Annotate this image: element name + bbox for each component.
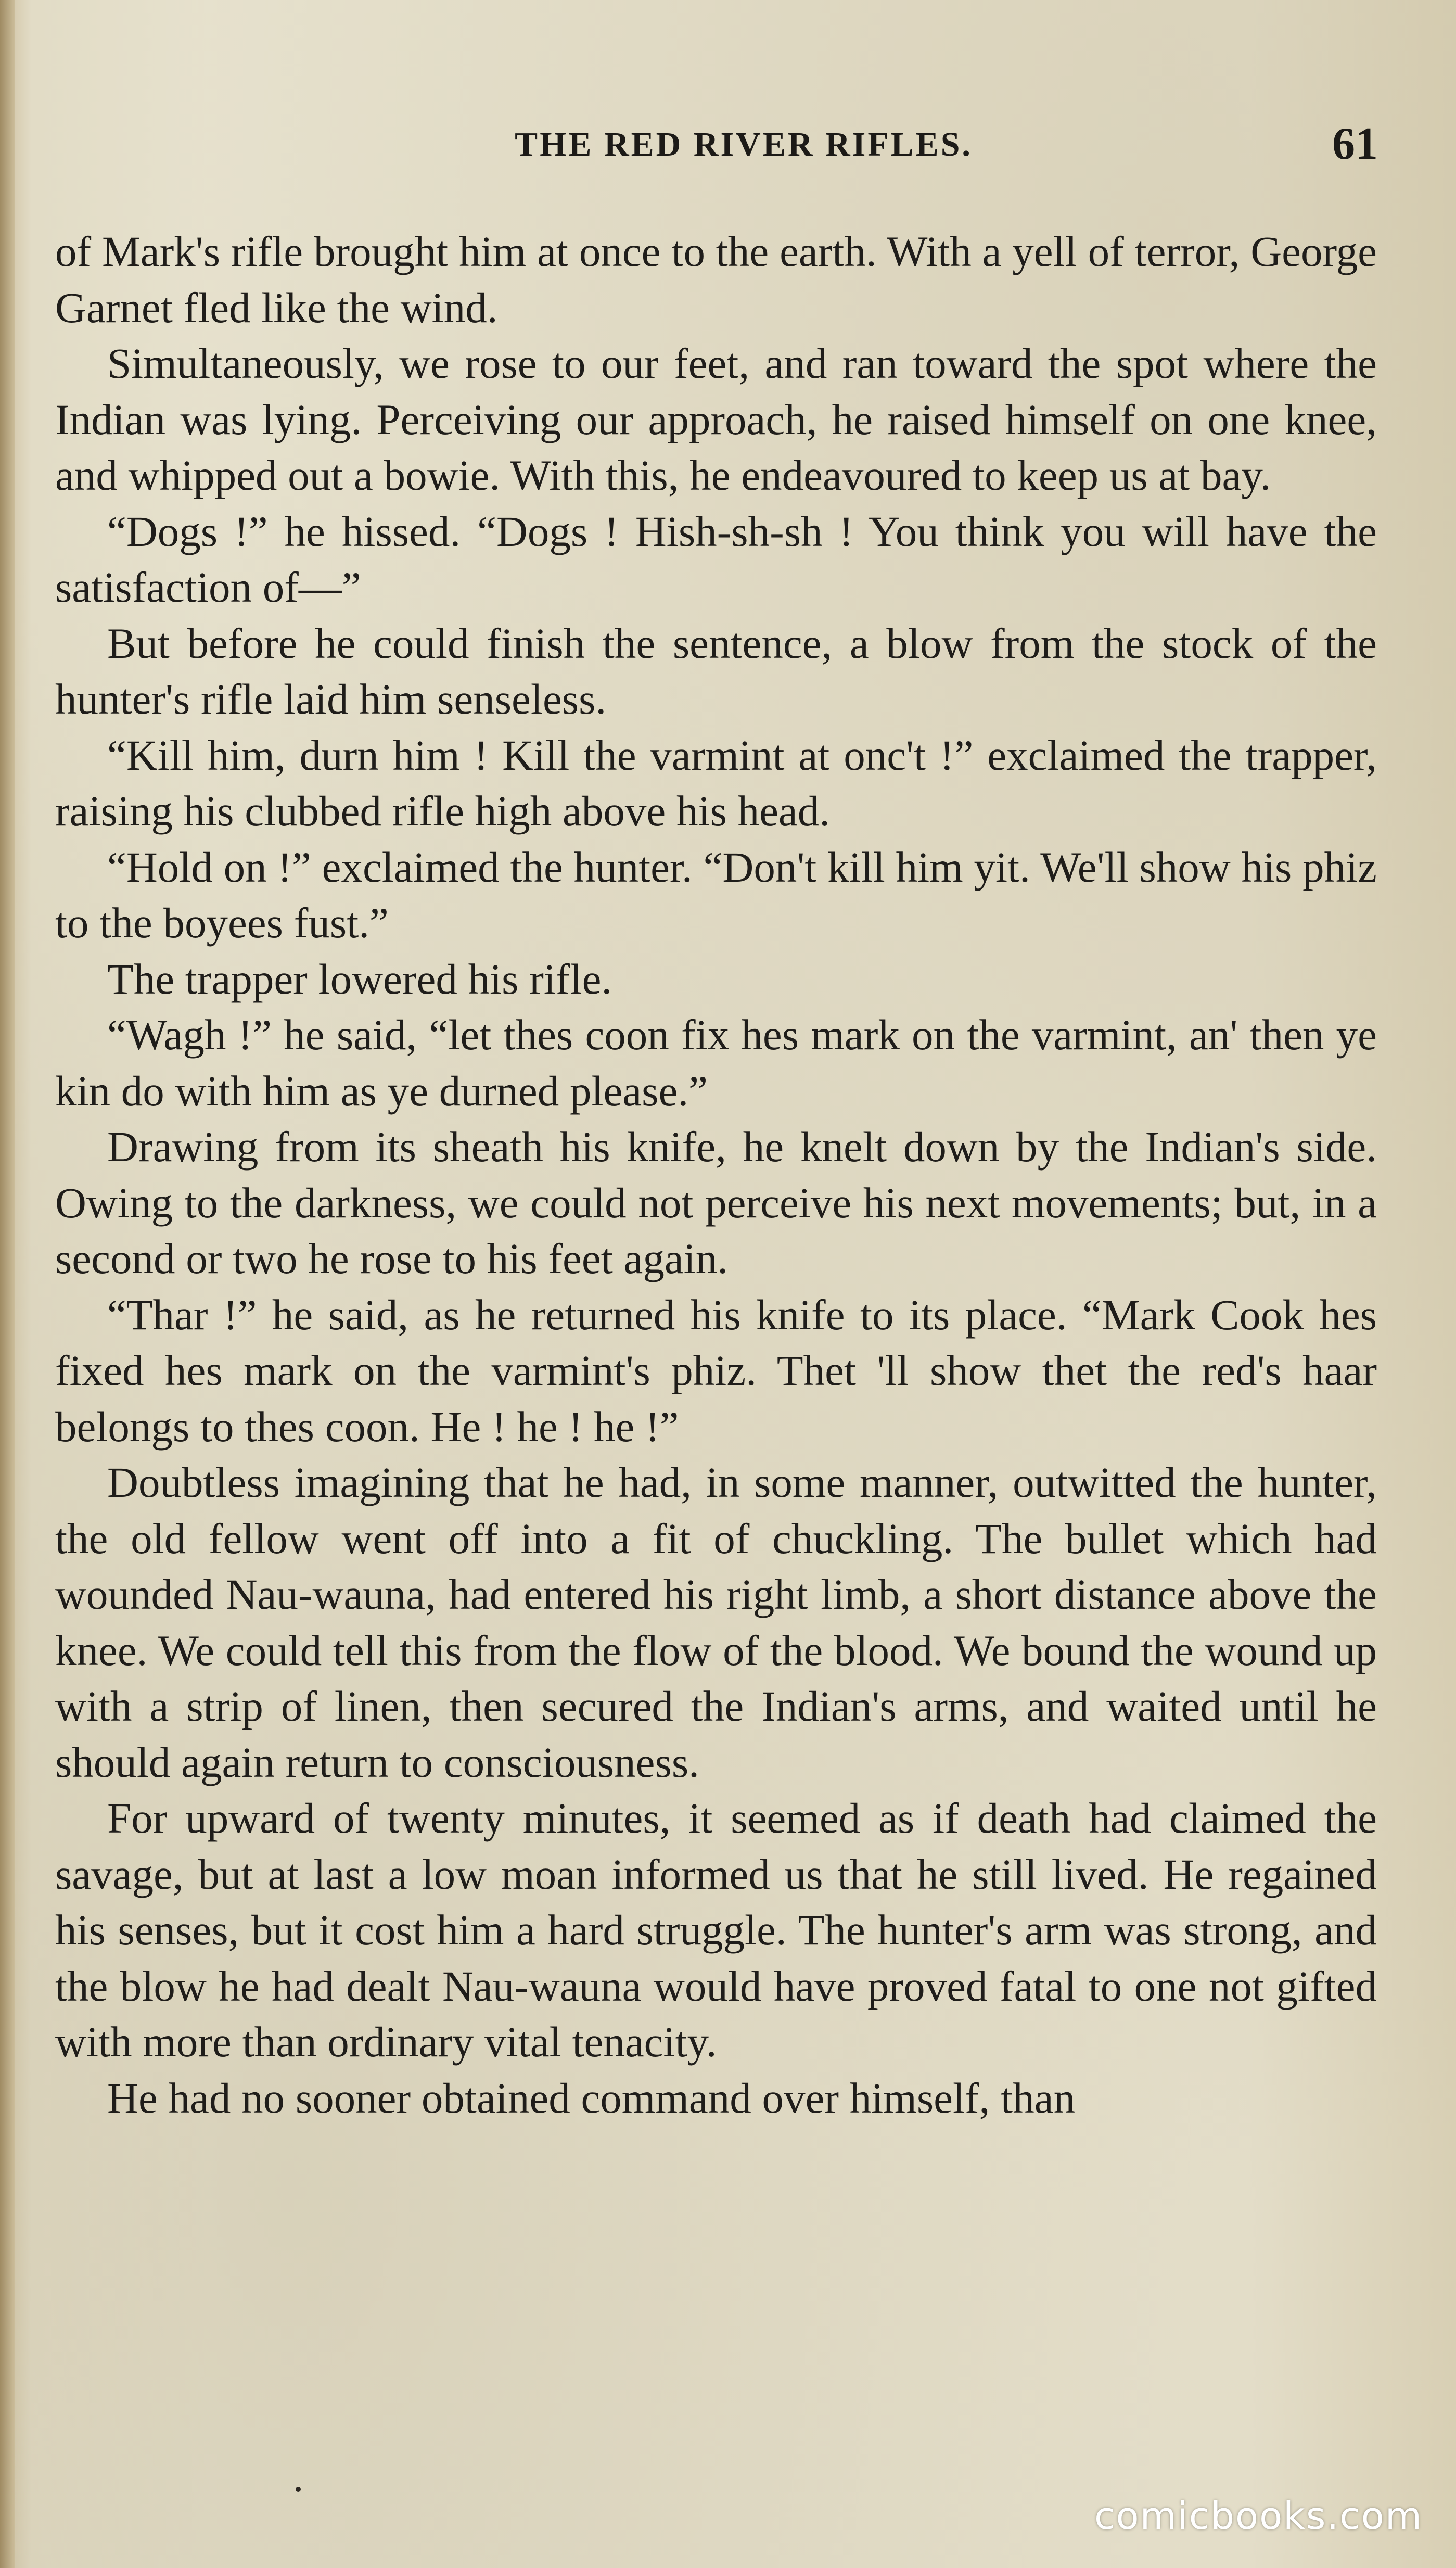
page-number: 61 xyxy=(1332,119,1378,169)
page-binding-edge xyxy=(0,0,15,2568)
paragraph: “Kill him, durn him ! Kill the varmint at onc't !” exclaimed the trapper, raising his clubbed rifle high above his head. xyxy=(55,731,1377,835)
paragraph: “Dogs !” he hissed. “Dogs ! Hish-sh-sh ! You think you will have the satisfaction of—” xyxy=(55,507,1377,611)
paragraph: The trapper lowered his rifle. xyxy=(107,955,612,1003)
watermark: comicbooks.com xyxy=(1094,2494,1423,2538)
paragraph: “Wagh !” he said, “let thes coon fix hes mark on the varmint, an' then ye kin do with him as ye durned please.” xyxy=(55,1011,1377,1115)
ink-speck xyxy=(296,2487,301,2492)
paragraph: Doubtless imagining that he had, in some manner, outwitted the hunter, the old fellow went off into a fit of chuckling. The bullet which had wounded Nau-wauna, had entered his right limb, a short distance above the knee. We could tell this from the flow of the blood. We bound the wound up with a strip of linen, then secured the Indian's arms, and waited until he should again return to consciousness. xyxy=(55,1458,1377,1786)
paragraph: Simultaneously, we rose to our feet, and ran toward the spot where the Indian was lying. Perceiving our approach, he raised himself on one knee, and whipped out a bowie. With this, he endeavoured to keep us at bay. xyxy=(55,339,1377,499)
page-header xyxy=(0,119,1456,182)
paragraph: “Thar !” he said, as he returned his knife to its place. “Mark Cook hes fixed hes mark on the varmint's phiz. Thet 'll show thet the red's haar belongs to thes coon. He ! he ! he !” xyxy=(55,1290,1377,1451)
paragraph: But before he could finish the sentence, a blow from the stock of the hunter's rifle laid him senseless. xyxy=(55,619,1377,723)
paragraph: “Hold on !” exclaimed the hunter. “Don't kill him yit. We'll show his phiz to the boyees fust.” xyxy=(55,843,1377,947)
paragraph: of Mark's rifle brought him at once to the earth. With a yell of terror, George Garnet fled like the wind. xyxy=(55,227,1377,332)
body-text xyxy=(55,224,1377,2126)
paragraph: Drawing from its sheath his knife, he knelt down by the Indian's side. Owing to the darkness, we could not perceive his next movements; but, in a second or two he rose to his feet again. xyxy=(55,1123,1377,1282)
running-title: THE RED RIVER RIFLES. xyxy=(515,125,973,163)
paragraph: For upward of twenty minutes, it seemed as if death had claimed the savage, but at last a low moan informed us that he still lived. He regained his senses, but it cost him a hard struggle. The hunter's arm was strong, and the blow he had dealt Nau-wauna would have proved fatal to one not gifted with more than ordinary vital tenacity. xyxy=(55,1794,1377,2066)
paragraph: He had no sooner obtained command over himself, than xyxy=(107,2074,1076,2122)
